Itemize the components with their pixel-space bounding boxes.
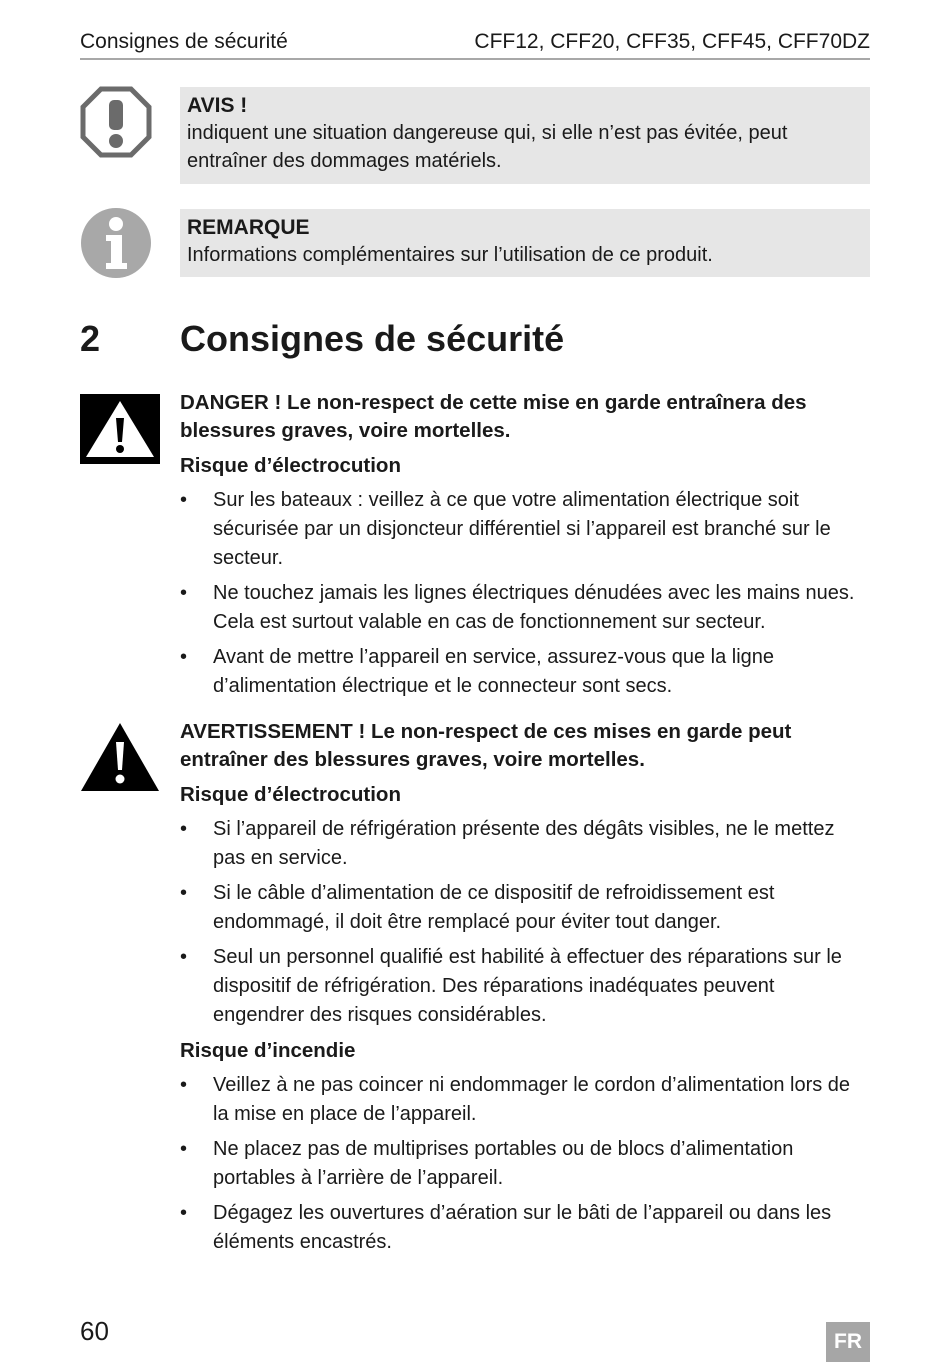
- language-badge: FR: [826, 1322, 870, 1362]
- running-header-models: CFF12, CFF20, CFF35, CFF45, CFF70DZ: [474, 30, 870, 53]
- header-divider: [80, 58, 870, 60]
- avis-title: AVIS !: [187, 94, 248, 117]
- bullet: •: [180, 646, 188, 668]
- danger-block: [180, 389, 870, 707]
- running-header-section: Consignes de sécurité: [80, 30, 288, 53]
- page-number: 60: [80, 1316, 109, 1346]
- danger-subheading: Risque d’électrocution: [180, 454, 401, 477]
- danger-lead: DANGER ! Le non-respect de cette mise en garde entraînera des blessures graves, voire mortelles.: [180, 391, 807, 442]
- electrocution-list: [180, 815, 870, 1030]
- bullet: •: [180, 1202, 188, 1224]
- bullet: •: [180, 1138, 188, 1160]
- section-title: Consignes de sécurité: [180, 318, 565, 359]
- list-item: • Seul un personnel qualifié est habilité à effectuer des réparations sur le dispositif de réfrigération. Des réparations inadéquates peuvent engendrer des risques considérables.: [180, 943, 870, 1030]
- remarque-text: Informations complémentaires sur l’utilisation de ce produit.: [187, 244, 713, 266]
- section-number: 2: [80, 318, 101, 359]
- list-item: • Dégagez les ouvertures d’aération sur le bâti de l’appareil ou dans les éléments encastrés.: [180, 1199, 870, 1257]
- avertissement-subheading-electrocution: Risque d’électrocution: [180, 783, 401, 806]
- bullet: •: [180, 946, 188, 968]
- bullet: •: [180, 882, 188, 904]
- remarque-notice: [180, 209, 870, 277]
- avis-text: indiquent une situation dangereuse qui, si elle n’est pas évitée, peut entraîner des dommages matériels.: [187, 122, 788, 172]
- info-icon: [80, 207, 152, 284]
- warning-triangle-boxed-icon: [80, 394, 160, 469]
- exclamation-octagon-icon: [80, 86, 152, 163]
- list-item: • Si le câble d’alimentation de ce dispositif de refroidissement est endommagé, il doit être remplacé pour éviter tout danger.: [180, 879, 870, 937]
- list-item: • Ne touchez jamais les lignes électriques dénudées avec les mains nues. Cela est surtout valable en cas de fonctionnement sur secteur.: [180, 579, 870, 637]
- warning-triangle-icon: [80, 722, 160, 797]
- avertissement-block: [180, 718, 870, 1263]
- avis-notice: [180, 87, 870, 184]
- list-item: • Avant de mettre l’appareil en service, assurez-vous que la ligne d’alimentation électrique et le connecteur sont secs.: [180, 643, 870, 701]
- bullet: •: [180, 1074, 188, 1096]
- remarque-title: REMARQUE: [187, 216, 310, 239]
- danger-list: [180, 486, 870, 701]
- avertissement-subheading-incendie: Risque d’incendie: [180, 1039, 356, 1062]
- list-item: • Ne placez pas de multiprises portables ou de blocs d’alimentation portables à l’arrière de l’appareil.: [180, 1135, 870, 1193]
- bullet: •: [180, 818, 188, 840]
- list-item: • Si l’appareil de réfrigération présente des dégâts visibles, ne le mettez pas en service.: [180, 815, 870, 873]
- bullet: •: [180, 489, 188, 511]
- list-item: • Veillez à ne pas coincer ni endommager le cordon d’alimentation lors de la mise en place de l’appareil.: [180, 1071, 870, 1129]
- list-item: • Sur les bateaux : veillez à ce que votre alimentation électrique soit sécurisée par un disjoncteur différentiel si l’appareil est branché sur le secteur.: [180, 486, 870, 573]
- avertissement-lead: AVERTISSEMENT ! Le non-respect de ces mises en garde peut entraîner des blessures graves, voire mortelles.: [180, 720, 792, 771]
- incendie-list: [180, 1071, 870, 1257]
- bullet: •: [180, 582, 188, 604]
